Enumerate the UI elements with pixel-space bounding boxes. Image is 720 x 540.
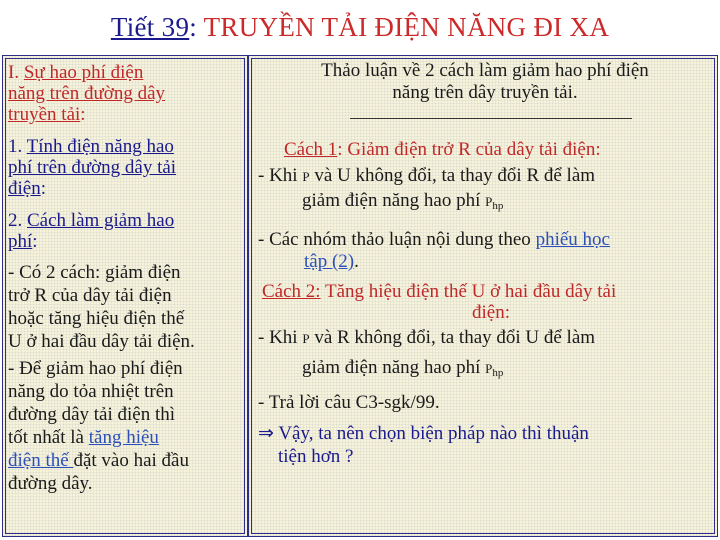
- section-2-heading-line-1: 2. Cách làm giảm hao: [8, 210, 175, 231]
- section-1-heading-line-2: năng trên đường dây: [8, 83, 166, 104]
- discussion-prompt-line-2: năng trên dây truyền tải.: [392, 82, 578, 103]
- method-2-bullet-2: - Trả lời câu C3-sgk/99.: [258, 392, 440, 413]
- left-text-line: điện thế đặt vào hai đầu: [8, 450, 189, 471]
- method-1-bullet-2-line-2: tập (2).: [304, 251, 359, 272]
- worksheet-link-cont[interactable]: tập (2): [304, 251, 355, 272]
- implies-arrow-icon: ⇒: [258, 422, 274, 444]
- voltage-link[interactable]: điện thế: [8, 450, 74, 471]
- left-text-line: - Có 2 cách: giảm điện: [8, 262, 181, 283]
- method-1-bullet-1-line-1: - Khi P và U không đổi, ta thay đổi R để làm: [258, 165, 596, 186]
- left-text-line: đường dây.: [8, 473, 93, 494]
- method-1-bullet-2: - Các nhóm thảo luận nội dung theo phiếu học: [258, 229, 610, 250]
- worksheet-link[interactable]: phiếu học: [535, 229, 610, 250]
- section-1-heading-line-1: I. Sự hao phí điện: [8, 62, 144, 83]
- section-1a-heading-line-2: phí trên đường dây tải: [8, 157, 177, 178]
- left-text-line: - Để giảm hao phí điện: [8, 358, 183, 379]
- section-2-heading-line-2: phí:: [8, 231, 38, 252]
- method-2-heading: Cách 2: Tăng hiệu điện thế U ở hai đầu dây tải: [262, 281, 617, 302]
- method-2-heading-line-2: điện:: [472, 302, 510, 323]
- method-1-heading: Cách 1: Giảm điện trở R của dây tải điện:: [284, 139, 601, 160]
- method-1-label: Cách 1: [284, 139, 338, 160]
- conclusion-line-2: tiện hơn ?: [278, 446, 354, 467]
- left-text-line: U ở hai đầu dây tải điện.: [8, 331, 195, 352]
- method-2-bullet-1-line-1: - Khi P và R không đổi, ta thay đổi U để làm: [258, 327, 596, 348]
- increase-voltage-link[interactable]: tăng hiệu: [88, 427, 159, 448]
- left-text-line: trở R của dây tải điện: [8, 285, 172, 306]
- page-title: Tiết 39: TRUYỀN TẢI ĐIỆN NĂNG ĐI XA: [110, 12, 610, 42]
- conclusion-line-1: ⇒ Vậy, ta nên chọn biện pháp nào thì thuận: [258, 422, 589, 444]
- left-text-line: hoặc tăng hiệu điện thế: [8, 308, 185, 329]
- lesson-number: Tiết 39: [110, 12, 190, 42]
- method-1-bullet-1-line-2: giảm điện năng hao phí $P_{hp}$: [302, 190, 504, 212]
- method-2-label: Cách 2:: [262, 281, 321, 302]
- section-1a-heading-line-1: 1. Tính điện năng hao: [8, 136, 174, 157]
- section-1a-heading-line-3: điện:: [8, 178, 46, 199]
- discussion-prompt-line-1: Thảo luận về 2 cách làm giảm hao phí điện: [321, 60, 649, 81]
- section-1-heading-line-3: truyền tải:: [8, 104, 86, 125]
- method-2-bullet-1-line-2: giảm điện năng hao phí $P_{hp}$: [302, 357, 504, 379]
- lesson-title: TRUYỀN TẢI ĐIỆN NĂNG ĐI XA: [203, 12, 610, 42]
- divider: [350, 118, 632, 119]
- left-text-line: đường dây tải điện thì: [8, 404, 176, 425]
- left-text-line: tốt nhất là tăng hiệu: [8, 427, 159, 448]
- left-text-line: năng do tỏa nhiệt trên: [8, 381, 174, 402]
